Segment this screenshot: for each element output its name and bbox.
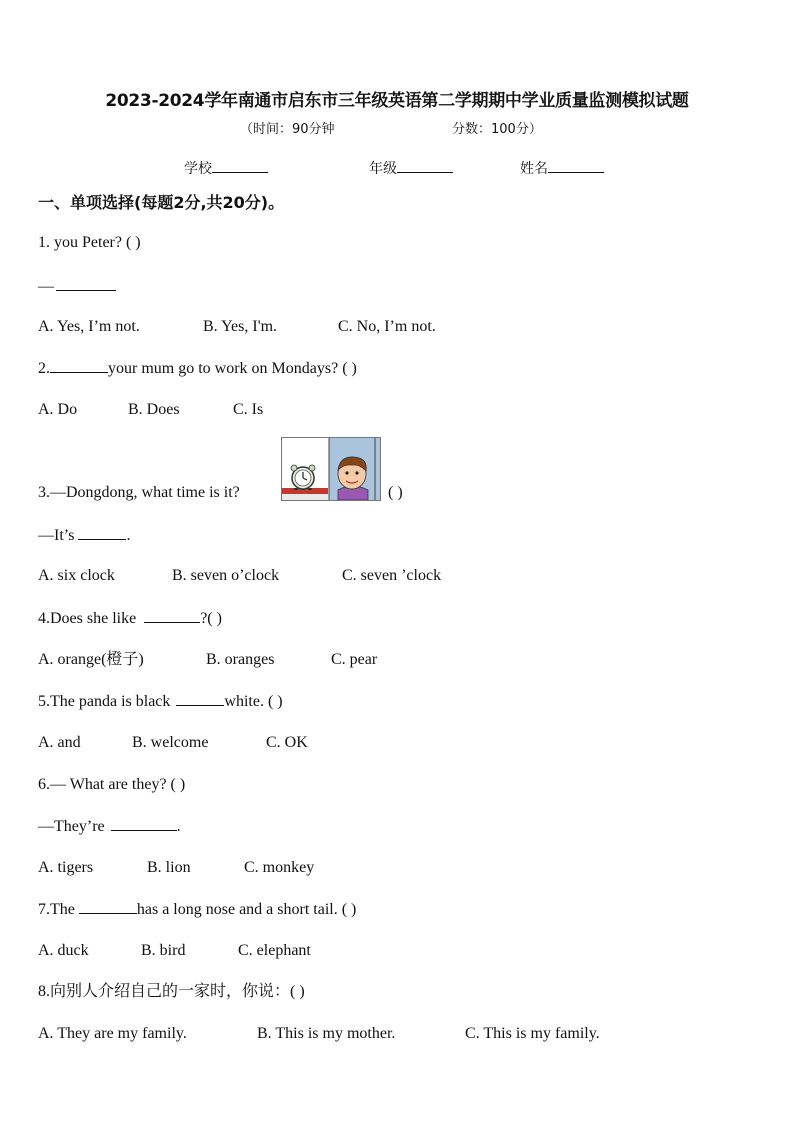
question-6-answer-line <box>38 816 181 837</box>
option-5a: A. and <box>38 734 81 751</box>
question-7-text: 7.The <box>38 901 75 918</box>
exam-time: （时间：90分钟 <box>240 122 335 137</box>
name-label: 姓名 <box>520 161 548 177</box>
clock-boy-illustration <box>282 438 380 500</box>
question-2-text: your mum go to work on Mondays? ( ) <box>108 360 357 377</box>
question-1-answer-line <box>38 276 116 297</box>
option-2a: A. Do <box>38 401 78 418</box>
question-3-answer-line <box>38 525 130 546</box>
question-7-end: has a long nose and a short tail. ( ) <box>136 901 357 918</box>
question-5-text: 5.The panda is black <box>38 693 171 710</box>
option-8c: C. This is my family. <box>465 1025 600 1042</box>
answer-blank <box>79 899 137 914</box>
question-6-answer-lead: —They’re <box>38 818 105 835</box>
answer-blank <box>50 358 108 373</box>
option-8a: A. They are my family. <box>38 1025 187 1042</box>
option-2b: B. Does <box>128 401 180 418</box>
option-2c: C. Is <box>233 401 264 418</box>
school-blank <box>212 158 268 173</box>
question-3-paren: ( ) <box>388 484 403 501</box>
option-3b: B. seven o’clock <box>172 567 280 584</box>
option-7b: B. bird <box>141 942 186 959</box>
question-8: 8.向别人介绍自己的一家时，你说：( ) <box>38 983 305 1000</box>
option-8b: B. This is my mother. <box>257 1025 396 1042</box>
school-label: 学校 <box>184 161 212 177</box>
grade-field <box>369 158 453 178</box>
option-6a: A. tigers <box>38 859 94 876</box>
option-4b: B. oranges <box>206 651 275 668</box>
option-7c: C. elephant <box>238 942 311 959</box>
question-3-answer-end: . <box>126 527 131 544</box>
option-4a: A. orange(橙子) <box>38 651 144 668</box>
option-1a: A. Yes, I’m not. <box>38 318 140 335</box>
option-1b: B. Yes, I'm. <box>203 318 278 335</box>
question-6: 6.— What are they? ( ) <box>38 776 186 793</box>
school-field <box>184 158 268 178</box>
page-title: 2023-2024学年南通市启东市三年级英语第二学期期中学业质量监测模拟试题 <box>105 91 689 111</box>
name-field <box>520 158 604 178</box>
question-2 <box>38 358 357 379</box>
answer-blank <box>56 276 116 291</box>
option-3a: A. six clock <box>38 567 115 584</box>
option-5c: C. OK <box>266 734 308 751</box>
clock-boy-picture <box>281 437 381 501</box>
question-1: 1. you Peter? ( ) <box>38 234 141 251</box>
question-6-answer-end: . <box>176 818 181 835</box>
question-7 <box>38 899 356 920</box>
question-3: 3.—Dongdong, what time is it? <box>38 484 240 501</box>
exam-score: 分数：100分） <box>452 122 542 137</box>
question-4-end: ?( ) <box>200 610 222 627</box>
answer-blank <box>144 608 200 623</box>
option-5b: B. welcome <box>132 734 209 751</box>
grade-label: 年级 <box>369 161 397 177</box>
question-5-end: white. ( ) <box>224 693 283 710</box>
section-title: 一、单项选择(每题2分,共20分)。 <box>38 193 285 212</box>
answer-blank <box>111 816 177 831</box>
question-4-text: 4.Does she like <box>38 610 137 627</box>
option-3c: C. seven ’clock <box>342 567 442 584</box>
question-3-answer-lead: —It’s <box>38 527 75 544</box>
answer-blank <box>176 691 224 706</box>
question-4 <box>38 608 222 629</box>
grade-blank <box>397 158 453 173</box>
option-1c: C. No, I’m not. <box>338 318 436 335</box>
question-5 <box>38 691 283 712</box>
option-7a: A. duck <box>38 942 89 959</box>
dash: — <box>38 278 54 295</box>
option-4c: C. pear <box>331 651 378 668</box>
option-6c: C. monkey <box>244 859 315 876</box>
option-6b: B. lion <box>147 859 191 876</box>
question-2-number: 2. <box>38 360 50 377</box>
answer-blank <box>78 525 126 540</box>
name-blank <box>548 158 604 173</box>
